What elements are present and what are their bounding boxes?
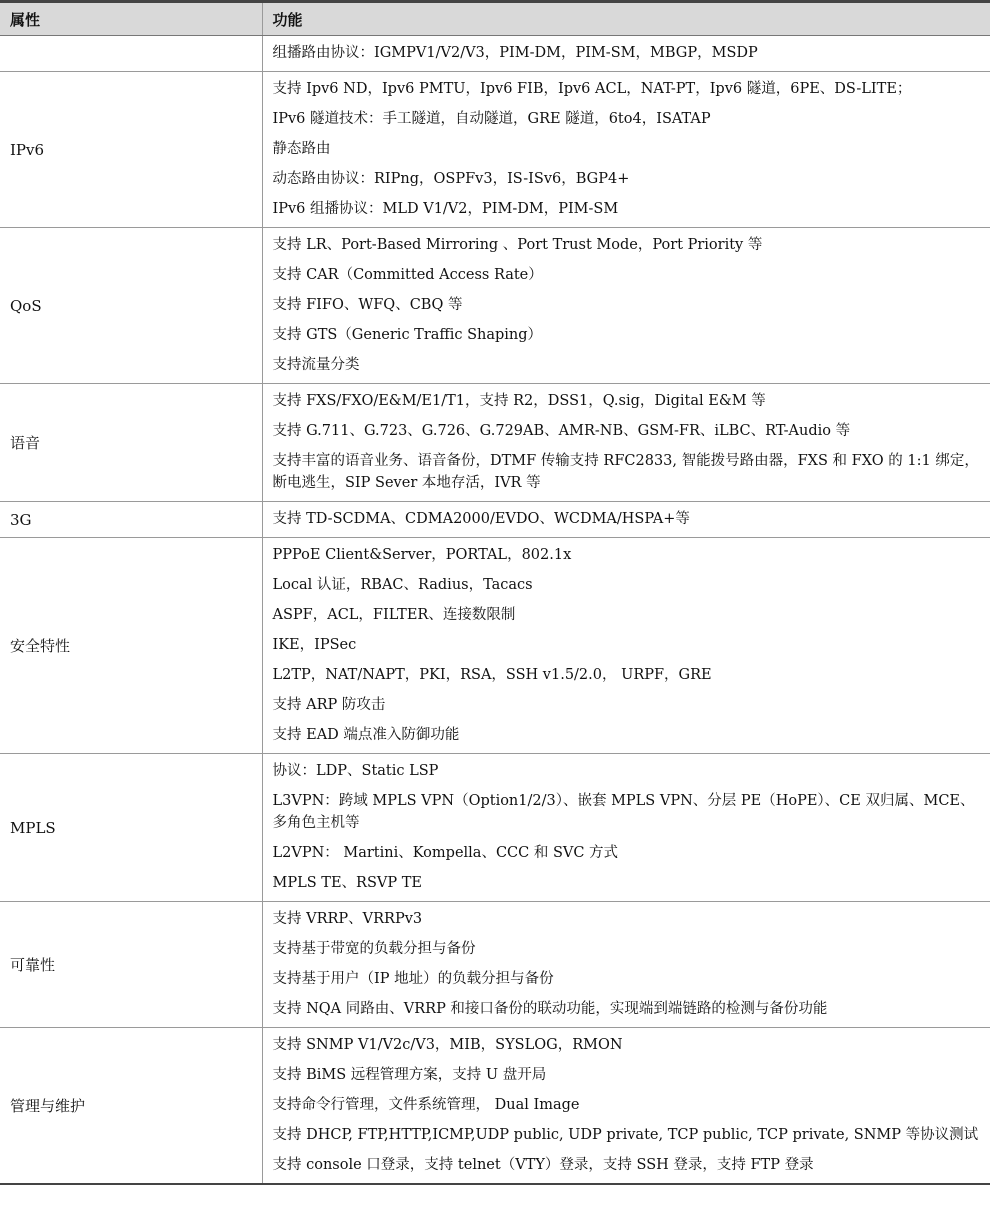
feature-line: 支持 NQA 同路由、VRRP 和接口备份的联动功能，实现端到端链路的检测与备份功能: [272, 1001, 828, 1017]
feature-line: IKE，IPSec: [272, 637, 357, 653]
feature-cell: [262, 502, 990, 538]
attribute-cell: 3G: [0, 502, 262, 538]
feature-line: 支持 TD-SCDMA、CDMA2000/EVDO、WCDMA/HSPA+等: [272, 511, 690, 527]
feature-cell: [262, 538, 990, 754]
feature-cell: [262, 384, 990, 502]
table-row: [0, 384, 990, 502]
feature-line: 支持 console 口登录，支持 telnet（VTY）登录，支持 SSH 登录，支持 FTP 登录: [272, 1157, 814, 1173]
feature-line: 支持 G.711、G.723、G.726、G.729AB、AMR-NB、GSM-FR、iLBC、RT-Audio 等: [272, 423, 851, 439]
table-body: [0, 36, 990, 1185]
attribute-cell: [0, 36, 262, 72]
table-row: [0, 902, 990, 1028]
attribute-cell: 安全特性: [0, 538, 262, 754]
feature-line: 支持 BiMS 远程管理方案，支持 U 盘开局: [272, 1067, 547, 1083]
feature-line: 支持 FIFO、WFQ、CBQ 等: [272, 297, 463, 313]
feature-line: 支持 SNMP V1/V2c/V3，MIB，SYSLOG，RMON: [272, 1037, 623, 1053]
feature-line: 动态路由协议：RIPng，OSPFv3，IS-ISv6，BGP4+: [272, 171, 630, 187]
feature-line: 支持流量分类: [272, 357, 360, 373]
feature-line: 支持 EAD 端点准入防御功能: [272, 727, 460, 743]
feature-line: 协议：LDP、Static LSP: [272, 763, 439, 779]
feature-line: IPv6 组播协议：MLD V1/V2，PIM-DM，PIM-SM: [272, 201, 619, 217]
feature-line: 组播路由协议：IGMPV1/V2/V3，PIM-DM，PIM-SM，MBGP，MSDP: [272, 45, 758, 61]
feature-line: 支持基于带宽的负载分担与备份: [272, 941, 476, 957]
feature-line: PPPoE Client&Server，PORTAL，802.1x: [272, 547, 572, 563]
feature-cell: [262, 754, 990, 902]
feature-cell: [262, 36, 990, 72]
attribute-cell: 语音: [0, 384, 262, 502]
feature-line: 支持 ARP 防攻击: [272, 697, 386, 713]
feature-cell: [262, 902, 990, 1028]
table-row: [0, 36, 990, 72]
table-row: [0, 754, 990, 902]
feature-line: 支持命令行管理，文件系统管理， Dual Image: [272, 1097, 580, 1113]
feature-cell: [262, 1028, 990, 1185]
table-row: [0, 72, 990, 228]
feature-line: ASPF，ACL，FILTER、连接数限制: [272, 607, 516, 623]
attribute-cell: QoS: [0, 228, 262, 384]
feature-line: 支持 FXS/FXO/E&M/E1/T1，支持 R2，DSS1，Q.sig，Digital E&M 等: [272, 393, 766, 409]
feature-line: L2VPN： Martini、Kompella、CCC 和 SVC 方式: [272, 845, 619, 861]
feature-line: 支持 CAR（Committed Access Rate）: [272, 267, 543, 283]
table-row: [0, 1028, 990, 1185]
feature-cell: [262, 72, 990, 228]
attribute-cell: 管理与维护: [0, 1028, 262, 1185]
table-header-row: [0, 2, 990, 36]
feature-line: 支持基于用户（IP 地址）的负载分担与备份: [272, 971, 554, 987]
header-function: 功能: [262, 2, 990, 36]
header-attribute: 属性: [0, 2, 262, 36]
feature-line: 支持 GTS（Generic Traffic Shaping）: [272, 327, 543, 343]
feature-cell: [262, 228, 990, 384]
attribute-cell: IPv6: [0, 72, 262, 228]
attribute-cell: MPLS: [0, 754, 262, 902]
table-row: [0, 502, 990, 538]
feature-line: 支持 LR、Port-Based Mirroring 、Port Trust Mode，Port Priority 等: [272, 237, 763, 253]
feature-line: 支持丰富的语音业务、语音备份，DTMF 传输支持 RFC2833, 智能拨号路由器，FXS 和 FXO 的 1:1 绑定，断电逃生，SIP Sever 本地存活，IVR 等: [272, 453, 979, 491]
table-row: [0, 538, 990, 754]
feature-line: L2TP，NAT/NAPT，PKI，RSA，SSH v1.5/2.0， URPF，GRE: [272, 667, 712, 683]
feature-line: 静态路由: [272, 141, 331, 157]
table-row: [0, 228, 990, 384]
feature-line: MPLS TE、RSVP TE: [272, 875, 422, 891]
feature-line: IPv6 隧道技术：手工隧道，自动隧道，GRE 隧道，6to4，ISATAP: [272, 111, 711, 127]
feature-line: 支持 DHCP, FTP,HTTP,ICMP,UDP public, UDP private, TCP public, TCP private, SNMP 等协议测试: [272, 1127, 979, 1143]
attribute-cell: 可靠性: [0, 902, 262, 1028]
feature-line: 支持 Ipv6 ND，Ipv6 PMTU，Ipv6 FIB，Ipv6 ACL，NAT-PT，Ipv6 隧道，6PE、DS-LITE；: [272, 81, 912, 97]
feature-line: 支持 VRRP、VRRPv3: [272, 911, 423, 927]
feature-line: Local 认证，RBAC、Radius，Tacacs: [272, 577, 533, 593]
feature-line: L3VPN：跨域 MPLS VPN（Option1/2/3）、嵌套 MPLS VPN、分层 PE（HoPE）、CE 双归属、MCE、多角色主机等: [272, 793, 975, 831]
